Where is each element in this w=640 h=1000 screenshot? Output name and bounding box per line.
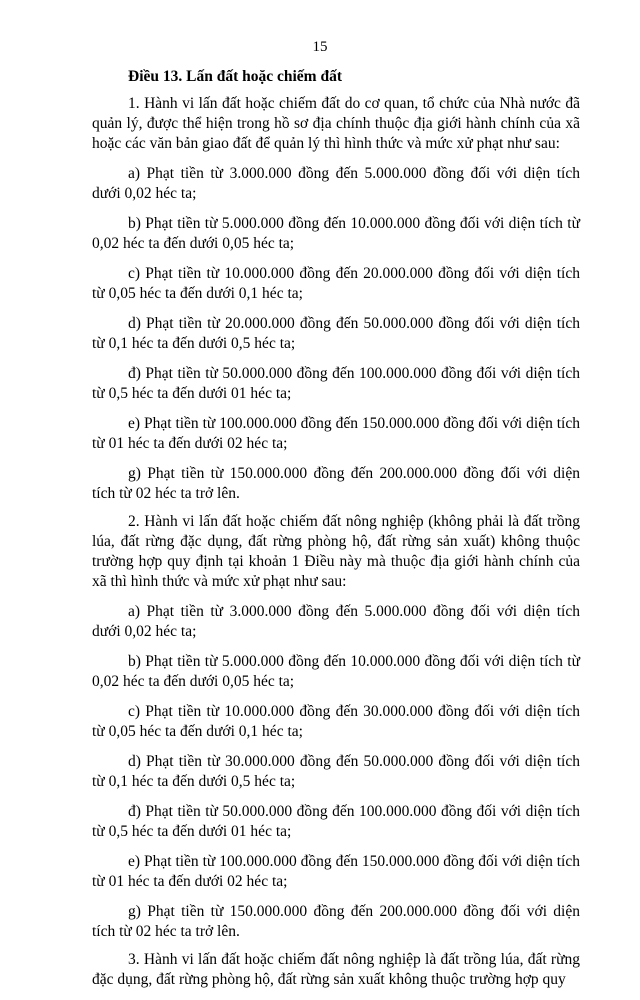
page-number: 15 xyxy=(312,39,328,55)
clause-1-item-b: b) Phạt tiền từ 5.000.000 đồng đến 10.000.000 đồng đối với diện tích từ 0,02 héc ta đến dưới 0,05 héc ta; xyxy=(92,215,580,252)
clause-1-intro: 1. Hành vi lấn đất hoặc chiếm đất do cơ quan, tổ chức của Nhà nước đã quản lý, được thể hiện trong hồ sơ địa chính thuộc địa giới hành chính của xã hoặc các văn bản giao đất để quản lý thì hình thức và mức xử phạt như sau: xyxy=(92,95,580,152)
clause-2-item-dd: đ) Phạt tiền từ 50.000.000 đồng đến 100.000.000 đồng đối với diện tích từ 0,5 héc ta đến dưới 01 héc ta; xyxy=(92,803,580,840)
clause-1-item-dd: đ) Phạt tiền từ 50.000.000 đồng đến 100.000.000 đồng đối với diện tích từ 0,5 héc ta đến dưới 01 héc ta; xyxy=(92,365,580,402)
clause-2-item-c: c) Phạt tiền từ 10.000.000 đồng đến 30.000.000 đồng đối với diện tích từ 0,05 héc ta đến dưới 0,1 héc ta; xyxy=(92,703,580,740)
clause-1-item-e: e) Phạt tiền từ 100.000.000 đồng đến 150.000.000 đồng đối với diện tích từ 01 héc ta đến dưới 02 héc ta; xyxy=(92,415,580,452)
clause-2-item-b: b) Phạt tiền từ 5.000.000 đồng đến 10.000.000 đồng đối với diện tích từ 0,02 héc ta đến dưới 0,05 héc ta; xyxy=(92,653,580,690)
clause-3-intro: 3. Hành vi lấn đất hoặc chiếm đất nông nghiệp là đất trồng lúa, đất rừng đặc dụng, đất rừng phòng hộ, đất rừng sản xuất không thuộc trường hợp quy xyxy=(92,951,580,988)
clause-2-item-g: g) Phạt tiền từ 150.000.000 đồng đến 200.000.000 đồng đối với diện tích từ 02 héc ta trở lên. xyxy=(92,903,580,940)
document-body xyxy=(92,68,580,1000)
clause-1-item-g: g) Phạt tiền từ 150.000.000 đồng đến 200.000.000 đồng đối với diện tích từ 02 héc ta trở lên. xyxy=(92,465,580,502)
clause-2-item-a: a) Phạt tiền từ 3.000.000 đồng đến 5.000.000 đồng đối với diện tích dưới 0,02 héc ta; xyxy=(92,603,580,640)
clause-2-intro: 2. Hành vi lấn đất hoặc chiếm đất nông nghiệp (không phải là đất trồng lúa, đất rừng đặc dụng, đất rừng phòng hộ, đất rừng sản xuất) không thuộc trường hợp quy định tại khoản 1 Điều này mà thuộc địa giới hành chính của xã thì hình thức và mức xử phạt như sau: xyxy=(92,513,580,590)
clause-1-item-a: a) Phạt tiền từ 3.000.000 đồng đến 5.000.000 đồng đối với diện tích dưới 0,02 héc ta; xyxy=(92,165,580,202)
clause-1-item-d: d) Phạt tiền từ 20.000.000 đồng đến 50.000.000 đồng đối với diện tích từ 0,1 héc ta đến dưới 0,5 héc ta; xyxy=(92,315,580,352)
clause-2-item-e: e) Phạt tiền từ 100.000.000 đồng đến 150.000.000 đồng đối với diện tích từ 01 héc ta đến dưới 02 héc ta; xyxy=(92,853,580,890)
clause-1-item-c: c) Phạt tiền từ 10.000.000 đồng đến 20.000.000 đồng đối với diện tích từ 0,05 héc ta đến dưới 0,1 héc ta; xyxy=(92,265,580,302)
clause-2-item-d: d) Phạt tiền từ 30.000.000 đồng đến 50.000.000 đồng đối với diện tích từ 0,1 héc ta đến dưới 0,5 héc ta; xyxy=(92,753,580,790)
article-heading: Điều 13. Lấn đất hoặc chiếm đất xyxy=(128,68,342,85)
